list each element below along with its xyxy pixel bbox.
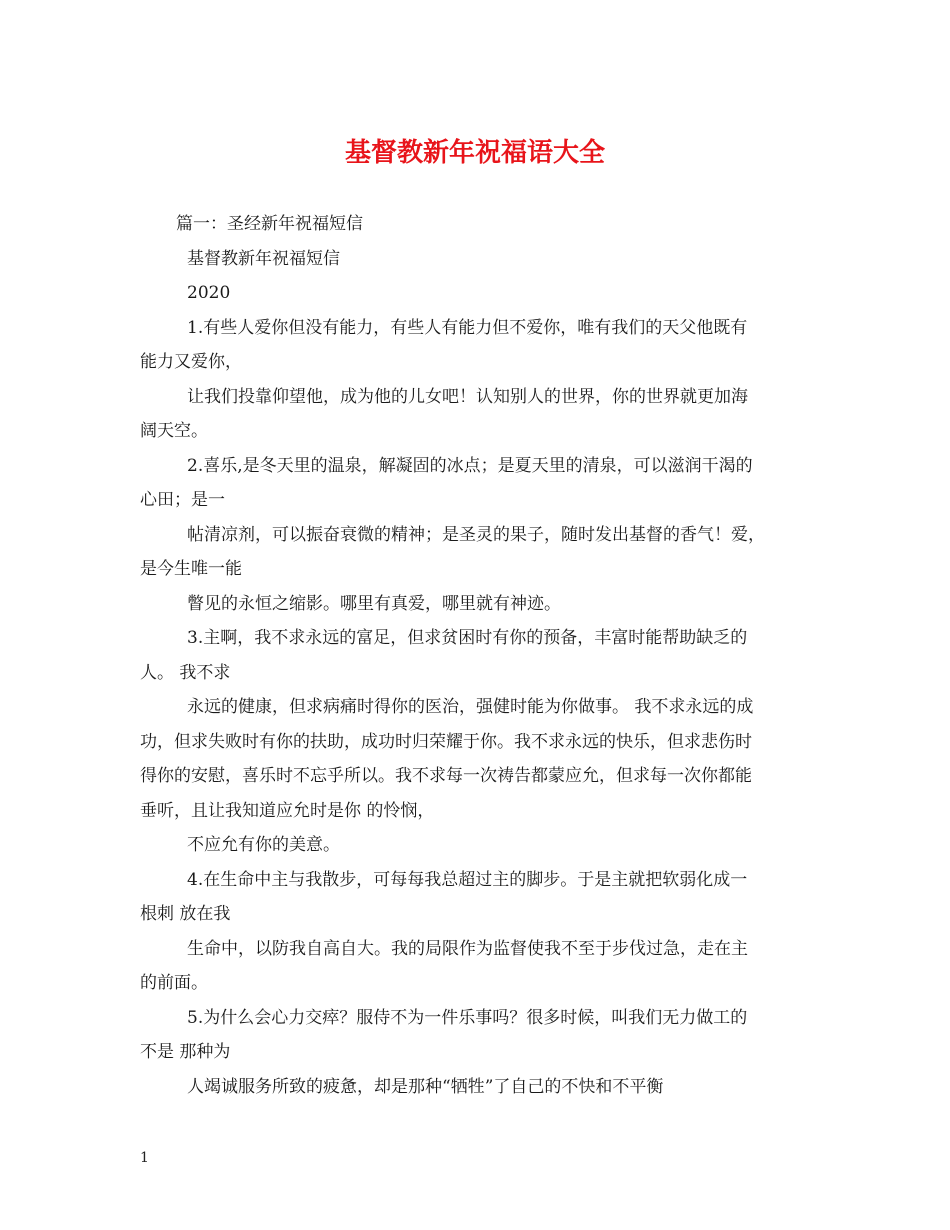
document-body [140,207,815,1104]
text-line: 2020 [187,283,231,303]
text-line: 3.主啊，我不求永远的富足，但求贫困时有你的预备，丰富时能帮助缺乏的 [187,628,748,648]
text-line: 心田；是一 [140,490,225,510]
text-line: 得你的安慰，喜乐时不忘乎所以。我不求每一次祷告都蒙应允，但求每一次你都能 [140,766,752,786]
text-line: 人竭诚服务所致的疲惫，却是那种“牺牲”了自己的不快和不平衡 [187,1076,664,1097]
page-number: 1 [140,1150,149,1166]
text-line: 的前面。 [140,973,208,993]
text-line: 不应允有你的美意。 [187,835,340,855]
text-line: 4.在生命中主与我散步，可每每我总超过主的脚步。于是主就把软弱化成一 [187,869,748,890]
text-line: 1.有些人爱你但没有能力，有些人有能力但不爱你，唯有我们的天父他既有 [187,317,748,338]
text-line: 阔天空。 [140,421,208,441]
text-line: 帖清凉剂，可以振奋衰微的精神；是圣灵的果子，随时发出基督的香气！爱， [187,524,765,545]
text-line: 人。 我不求 [140,662,231,683]
text-line: 生命中，以防我自高自大。我的局限作为监督使我不至于步伐过急，走在主 [187,938,748,959]
document-title: 基督教新年祝福语大全 [344,138,605,168]
text-line: 5.为什么会心力交瘁？服侍不为一件乐事吗？很多时候，叫我们无力做工的 [187,1007,748,1028]
text-line: 2.喜乐,是冬天里的温泉，解凝固的冰点；是夏天里的清泉，可以滋润干渴的 [187,455,753,476]
text-line: 基督教新年祝福短信 [187,248,340,269]
text-line: 是今生唯一能 [140,559,242,579]
text-line: 能力又爱你， [140,352,242,372]
text-line: 篇一：圣经新年祝福短信 [176,214,363,234]
text-line: 不是 那种为 [140,1042,231,1062]
text-line: 永远的健康，但求病痛时得你的医治，强健时能为你做事。 我不求永远的成 [187,697,754,717]
text-line: 瞥见的永恒之缩影。哪里有真爱，哪里就有神迹。 [187,593,561,614]
text-line: 让我们投靠仰望他，成为他的儿女吧！认知别人的世界，你的世界就更加海 [187,386,748,407]
text-line: 功，但求失败时有你的扶助，成功时归荣耀于你。我不求永远的快乐，但求悲伤时 [140,731,752,752]
text-line: 根刺 放在我 [140,904,231,924]
text-line: 垂听，且让我知道应允时是你 的怜悯， [140,800,435,821]
